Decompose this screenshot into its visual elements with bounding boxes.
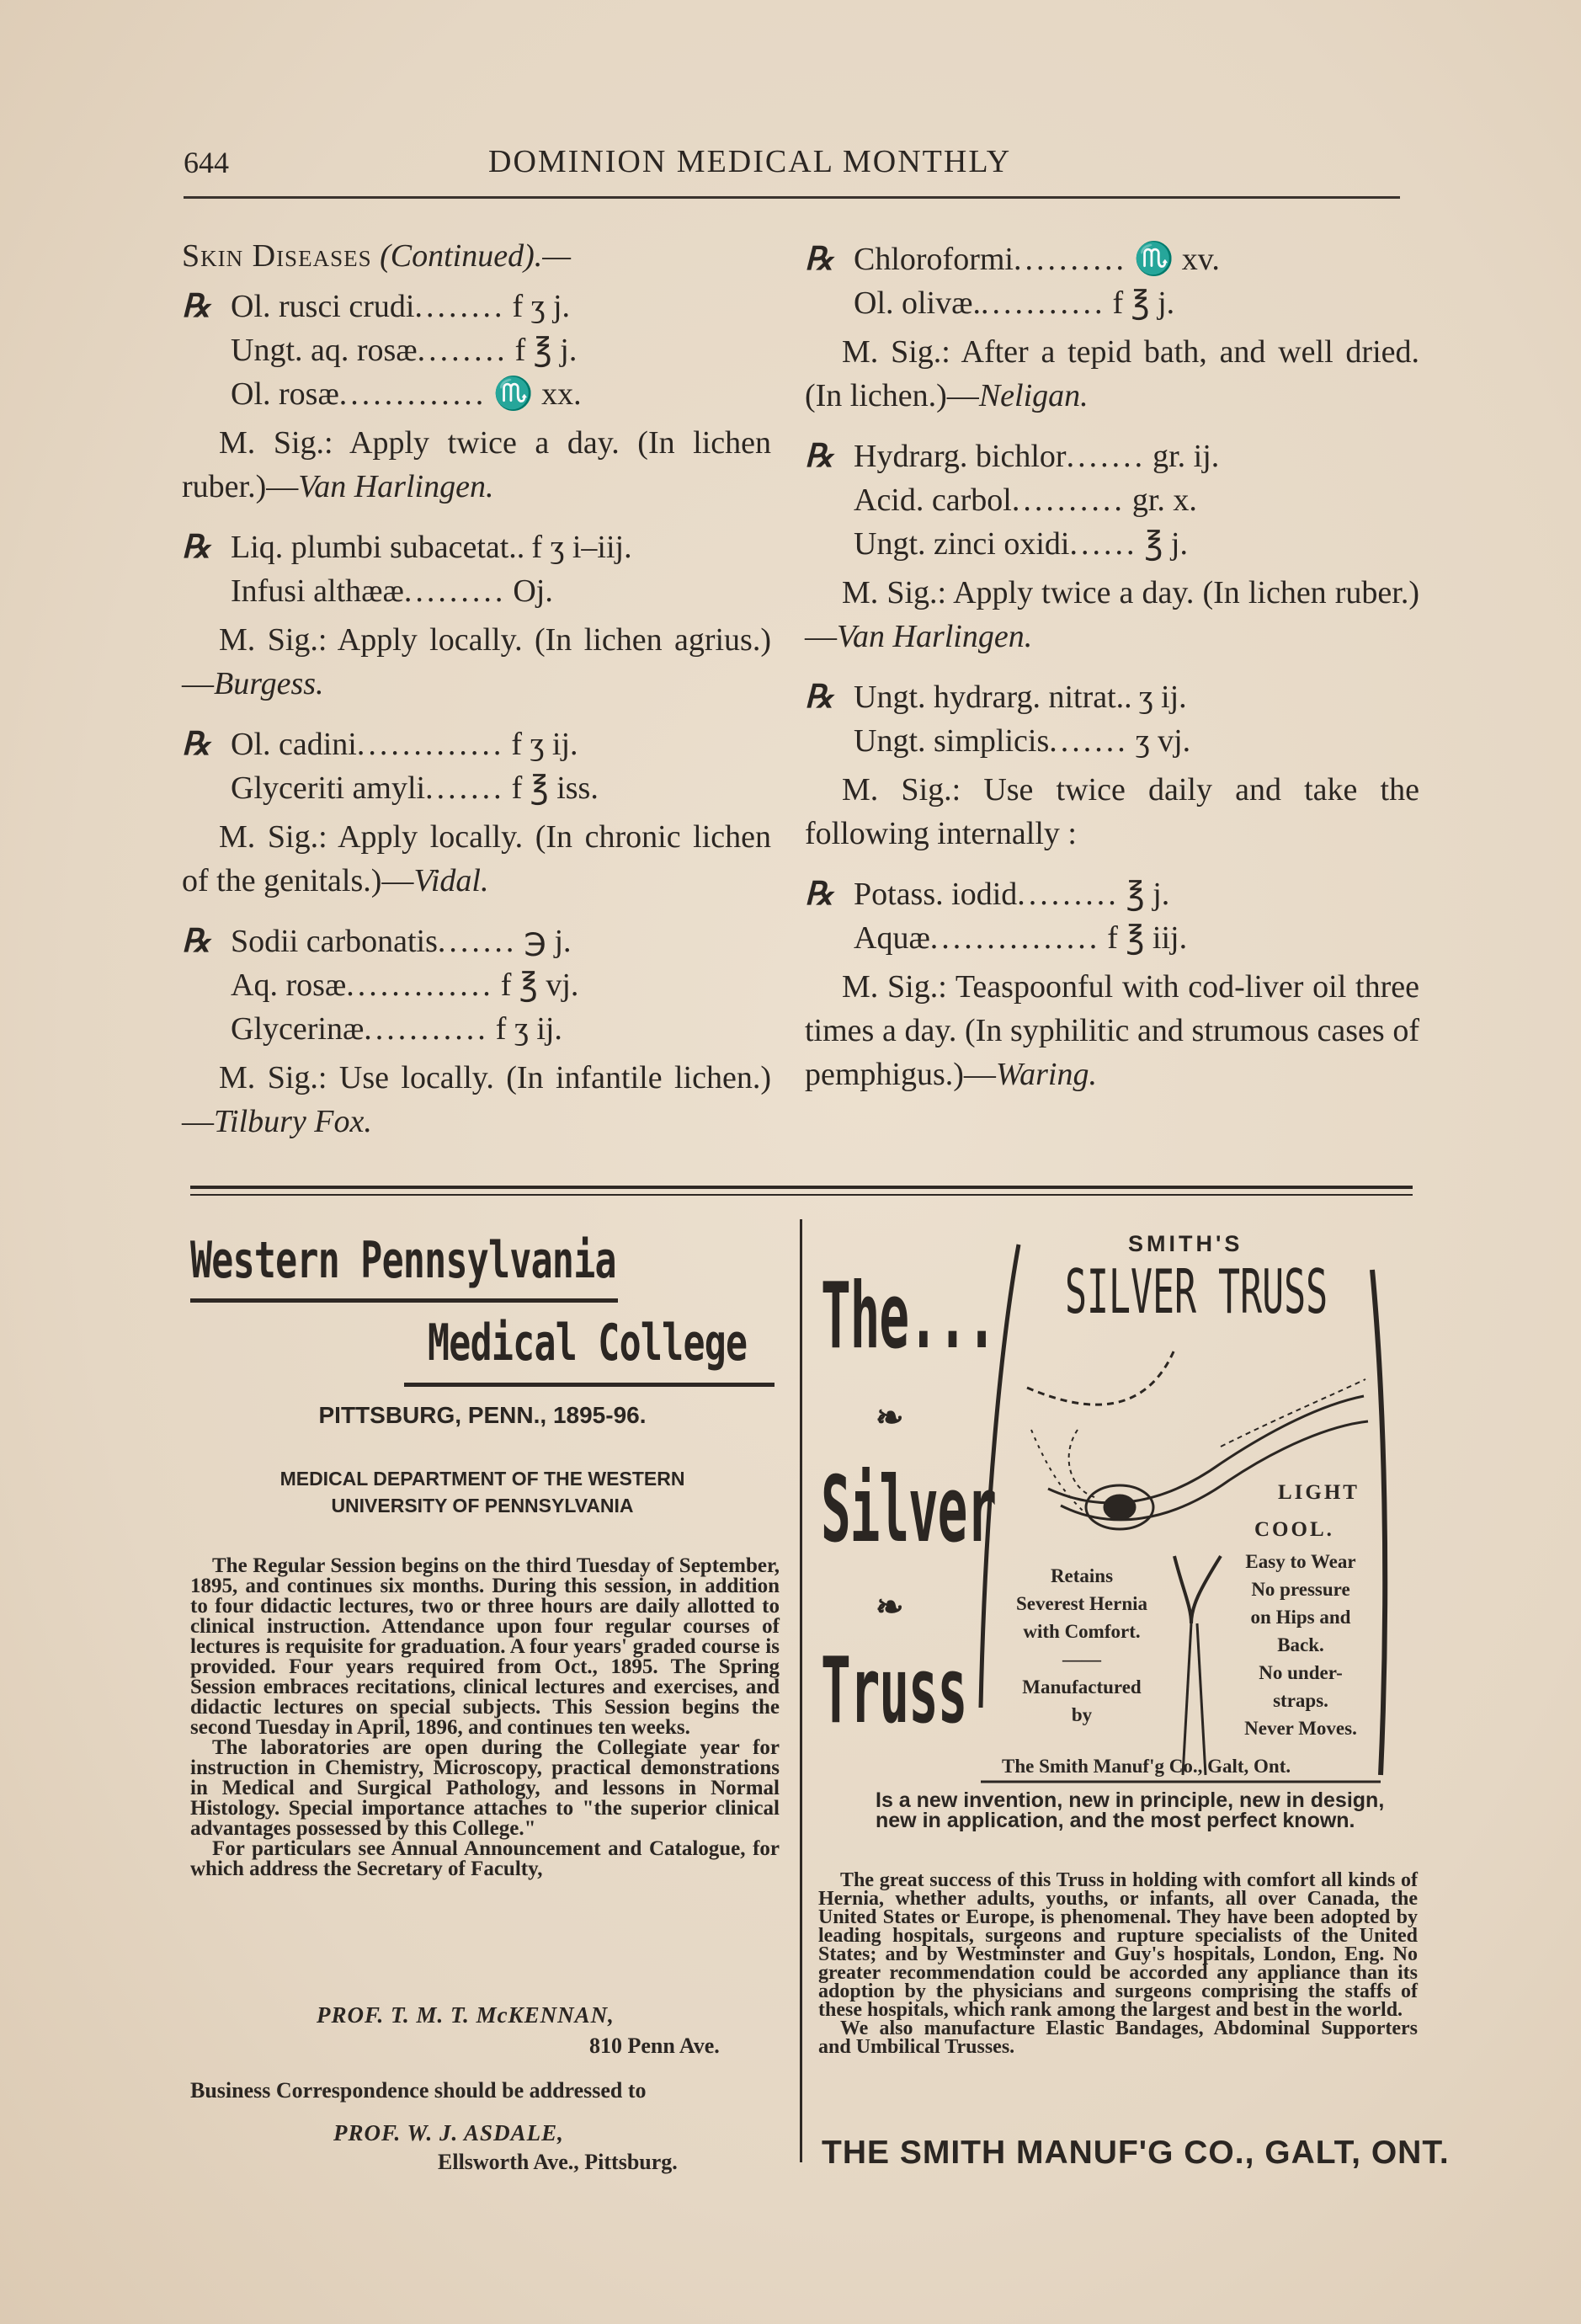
leader-dots: .......... <box>1013 242 1127 277</box>
dose: ʒ ij. <box>1138 680 1187 715</box>
feature-line: on Hips and <box>1250 1607 1351 1628</box>
prescription-line <box>182 722 771 766</box>
feature-line: Back. <box>1277 1634 1324 1655</box>
truss-product-title: SILVER TRUSS <box>1065 1256 1328 1327</box>
right-feature-list <box>1225 1548 1376 1742</box>
prescription <box>182 722 771 903</box>
prescription <box>182 525 771 706</box>
ingredient: Ol. olivæ. <box>854 285 981 321</box>
authority-name: Neligan. <box>978 378 1089 413</box>
feature-line: with Comfort. <box>1023 1621 1141 1642</box>
prescription-line <box>805 281 1419 325</box>
directions-text: M. Sig.: Use locally. (In infantile lichen.)— <box>182 1060 771 1139</box>
secretary-name: PROF. T. M. T. McKENNAN, <box>317 2002 615 2028</box>
dose: ℥ j. <box>1126 877 1170 912</box>
fleuron-ornament-icon: ❧ <box>876 1399 904 1437</box>
college-title-rule2 <box>404 1383 775 1387</box>
signa-directions <box>805 965 1419 1096</box>
dose: f ℥ iss. <box>511 770 599 806</box>
dose: f ʒ j. <box>512 289 571 324</box>
dose: f ℥ iij. <box>1107 920 1188 956</box>
section-title-main: Skin Diseases <box>182 238 372 274</box>
signa-directions <box>805 768 1419 856</box>
recipe-symbol-icon: ℞ <box>182 924 211 959</box>
feature-line: Severest Hernia <box>1015 1593 1148 1614</box>
truss-body-text <box>818 1871 1418 2056</box>
department-line1: MEDICAL DEPARTMENT OF THE WESTERN <box>279 1468 685 1490</box>
authority-name: Vidal. <box>413 863 489 898</box>
ingredient: Acid. carbol <box>854 482 1012 518</box>
leader-dots: ............. <box>346 967 494 1003</box>
truss-paragraph-2: We also manufacture Elastic Bandages, Abdominal Supporters and Umbilical Trusses. <box>818 2018 1418 2058</box>
authority-name: Van Harlingen. <box>837 619 1033 654</box>
feature-line: Easy to Wear <box>1245 1551 1356 1572</box>
dose: ʒ vj. <box>1135 723 1191 759</box>
college-city-year: PITTSBURG, PENN., 1895-96. <box>318 1402 647 1428</box>
left-recipes <box>182 285 771 1143</box>
prescription-line <box>805 916 1419 960</box>
feature-line: No under- <box>1259 1662 1343 1683</box>
ingredient: Sodii carbonatis <box>231 924 438 959</box>
prescription-line <box>182 1007 771 1051</box>
feature-light: LIGHT <box>1278 1481 1360 1504</box>
truss-maker: The Smith Manuf'g Co., Galt, Ont. <box>1002 1756 1291 1777</box>
dose: f ℥ vj. <box>500 967 579 1003</box>
college-title-rule1 <box>190 1298 618 1303</box>
advert-column-divider <box>800 1219 802 2162</box>
prescription-line <box>182 919 771 963</box>
college-paragraph-3: For particulars see Annual Announcement and Catalogue, for which address the Secretary of Faculty, <box>190 1837 780 1880</box>
ingredient: Glycerinæ <box>231 1011 365 1047</box>
running-head: DOMINION MEDICAL MONTHLY <box>488 144 1012 179</box>
dose: f ʒ ij. <box>511 727 578 762</box>
dose: ℈ j. <box>524 924 572 959</box>
prescription <box>805 237 1419 418</box>
leader-dots: ...... <box>1069 526 1138 562</box>
authority-name: Van Harlingen. <box>298 469 494 504</box>
dose: Oj. <box>513 573 553 609</box>
prescription-line <box>805 719 1419 763</box>
prescription-line <box>805 872 1419 916</box>
ingredient: Aq. rosæ <box>231 967 347 1003</box>
leader-dots: ............. <box>338 376 487 412</box>
prescription <box>805 872 1419 1096</box>
prescription <box>805 675 1419 856</box>
left-feature-list <box>993 1562 1170 1729</box>
feature-cool: COOL. <box>1254 1518 1334 1541</box>
feature-line: Manufactured <box>1022 1676 1142 1698</box>
ingredient: Liq. plumbi subacetat.. <box>231 530 525 565</box>
leader-dots: .......... <box>1011 482 1126 518</box>
directions-text: M. Sig.: After a tepid bath, and well dried. (In lichen.)— <box>805 334 1419 413</box>
recipe-symbol-icon: ℞ <box>182 289 211 324</box>
recipe-symbol-icon: ℞ <box>805 242 834 277</box>
prescription <box>182 285 771 509</box>
leader-dots: ........... <box>980 285 1106 321</box>
recipe-symbol-icon: ℞ <box>182 530 211 565</box>
prescription <box>182 919 771 1143</box>
college-department <box>190 1465 775 1519</box>
dose: ℥ j. <box>1144 526 1188 562</box>
leader-dots: ....... <box>437 924 518 959</box>
ingredient: Ungt. aq. rosæ <box>231 333 418 368</box>
ingredient: Potass. iodid <box>854 877 1018 912</box>
signa-directions <box>182 618 771 706</box>
recipe-symbol-icon: ℞ <box>805 877 834 912</box>
prescription-line <box>182 372 771 416</box>
directions-text: M. Sig.: Teaspoonful with cod-liver oil three times a day. (In syphilitic and strumous cases of pemphigus.)— <box>805 969 1419 1092</box>
section-title <box>182 234 771 278</box>
college-body-text <box>190 1556 780 1879</box>
leader-dots: ......... <box>1017 877 1120 912</box>
signa-directions <box>182 1056 771 1143</box>
authority-name: Waring. <box>995 1057 1097 1092</box>
prescription-line <box>182 569 771 613</box>
fleuron-ornament-icon: ❧ <box>876 1588 904 1626</box>
business-contact-name: PROF. W. J. ASDALE, <box>333 2120 564 2145</box>
feature-line: by <box>1071 1704 1093 1725</box>
leader-dots: ......... <box>403 573 507 609</box>
ingredient: Ol. cadini <box>231 727 357 762</box>
right-recipes <box>805 237 1419 1096</box>
truss-headline-the: The... <box>821 1264 996 1369</box>
leader-dots: ....... <box>425 770 505 806</box>
secretary-address: 810 Penn Ave. <box>589 2034 720 2058</box>
feature-line: Retains <box>1050 1565 1114 1586</box>
right-recipe-column <box>805 234 1419 1113</box>
prescription <box>805 434 1419 658</box>
ingredient: Infusi althææ <box>231 573 404 609</box>
feature-line: straps. <box>1273 1690 1328 1711</box>
ingredient: Ol. rusci crudi <box>231 289 415 324</box>
section-divider-thick <box>190 1186 1413 1189</box>
feature-line: —— <box>1062 1649 1101 1670</box>
ingredient: Chloroformi <box>854 242 1014 277</box>
truss-company-footer: THE SMITH MANUF'G CO., GALT, ONT. <box>822 2135 1450 2171</box>
dose: f ʒ i–iij. <box>531 530 632 565</box>
dose: ♏ xx. <box>493 376 582 412</box>
feature-line: No pressure <box>1251 1579 1350 1600</box>
page-number: 644 <box>184 146 229 179</box>
ingredient: Ol. rosæ <box>231 376 339 412</box>
dose: f ʒ ij. <box>495 1011 562 1047</box>
leader-dots: ........ <box>414 289 506 324</box>
dose: f ℥ j. <box>514 333 578 368</box>
recipe-symbol-icon: ℞ <box>805 680 834 715</box>
dose: gr. x. <box>1131 482 1197 518</box>
dose: gr. ij. <box>1152 439 1220 474</box>
prescription-line <box>182 285 771 328</box>
dose: f ℥ j. <box>1112 285 1175 321</box>
business-correspondence-note: Business Correspondence should be addressed to <box>190 2078 647 2103</box>
section-divider-thin <box>190 1194 1413 1196</box>
truss-invention-claim: Is a new invention, new in principle, new in design, new in application, and the most perfect known. <box>876 1788 1385 1832</box>
college-title-line1: Western Pennsylvania <box>190 1231 616 1290</box>
directions-text: M. Sig.: Apply locally. (In chronic lichen of the genitals.)— <box>182 819 771 898</box>
ingredient: Ungt. hydrarg. nitrat.. <box>854 680 1132 715</box>
prescription-line <box>182 525 771 569</box>
directions-text: M. Sig.: Apply twice a day. (In lichen ruber.)— <box>182 425 771 504</box>
prescription-line <box>805 522 1419 566</box>
leader-dots: ........ <box>417 333 508 368</box>
recipe-symbol-icon: ℞ <box>805 439 834 474</box>
leader-dots: ............... <box>929 920 1101 956</box>
signa-directions <box>182 421 771 509</box>
ingredient: Hydrarg. bichlor <box>854 439 1067 474</box>
prescription-line <box>182 328 771 372</box>
prescription-line <box>182 766 771 810</box>
leader-dots: ....... <box>1049 723 1129 759</box>
feature-line: Never Moves. <box>1244 1718 1357 1739</box>
truss-headline-silver: Silver <box>821 1458 996 1563</box>
authority-name: Tilbury Fox. <box>214 1104 372 1139</box>
signa-directions <box>182 815 771 903</box>
leader-dots: ............. <box>356 727 505 762</box>
directions-text: M. Sig.: Apply locally. (In lichen agrius.)— <box>182 622 771 701</box>
ingredient: Aquæ <box>854 920 930 956</box>
authority-name: Burgess. <box>214 666 324 701</box>
prescription-line <box>805 675 1419 719</box>
college-paragraph-2: The laboratories are open during the Collegiate year for instruction in Chemistry, Microscopy, practical demonstrations in Medical and Surgical Pathology, and lessons in Normal Histology. Special importance attaches to "the superior clinical advantages possessed by this College." <box>190 1736 780 1840</box>
directions-text: M. Sig.: Apply twice a day. (In lichen ruber.)— <box>805 575 1419 654</box>
college-paragraph-1: The Regular Session begins on the third Tuesday of September, 1895, and continues six months. During this session, in addition to four didactic lectures, two or three hours are daily allotted to clinical instruction. Attendance upon four regular courses of lectures is requisite for graduation. A four years' graded course is provided. Four years required from Oct., 1895. The Spring Session embraces recitations, clinical lectures and exercises, and didactic lectures on special subjects. This Session begins the second Tuesday in April, 1896, and continues ten weeks. <box>190 1554 780 1739</box>
ingredient: Glyceriti amyli <box>231 770 426 806</box>
signa-directions <box>805 330 1419 418</box>
signa-directions <box>805 571 1419 658</box>
section-title-continued: (Continued).— <box>380 238 572 274</box>
header-rule <box>184 196 1400 199</box>
department-line2: UNIVERSITY OF PENNSYLVANIA <box>331 1495 634 1516</box>
prescription-line <box>805 434 1419 478</box>
recipe-symbol-icon: ℞ <box>182 727 211 762</box>
ingredient: Ungt. zinci oxidi <box>854 526 1070 562</box>
leader-dots: ....... <box>1066 439 1147 474</box>
truss-brand: SMITH'S <box>1128 1231 1243 1256</box>
prescription-line <box>182 963 771 1007</box>
left-recipe-column <box>182 234 771 1160</box>
truss-paragraph-1: The great success of this Truss in holding with comfort all kinds of Hernia, whether adults, youths, or infants, all over Canada, the United States or Europe, is phenomenal. They have been adopted by leading hospitals, surgeons and rupture specialists of the United States; and by Westminster and Guy's hospitals, London, Eng. No greater recommendation could be accorded any appliance than its adoption by the physicians and surgeons comprising the staffs of these hospitals, which rank among the largest and best in the world. <box>818 1869 1418 2021</box>
business-contact-address: Ellsworth Ave., Pittsburg. <box>438 2150 678 2174</box>
college-title-line2: Medical College <box>428 1314 748 1373</box>
leader-dots: ........... <box>364 1011 489 1047</box>
ingredient: Ungt. simplicis <box>854 723 1050 759</box>
prescription-line <box>805 478 1419 522</box>
truss-headline-truss: Truss <box>821 1639 967 1744</box>
directions-text: M. Sig.: Use twice daily and take the following internally : <box>805 772 1419 851</box>
dose: ♏ xv. <box>1133 242 1220 277</box>
prescription-line <box>805 237 1419 281</box>
